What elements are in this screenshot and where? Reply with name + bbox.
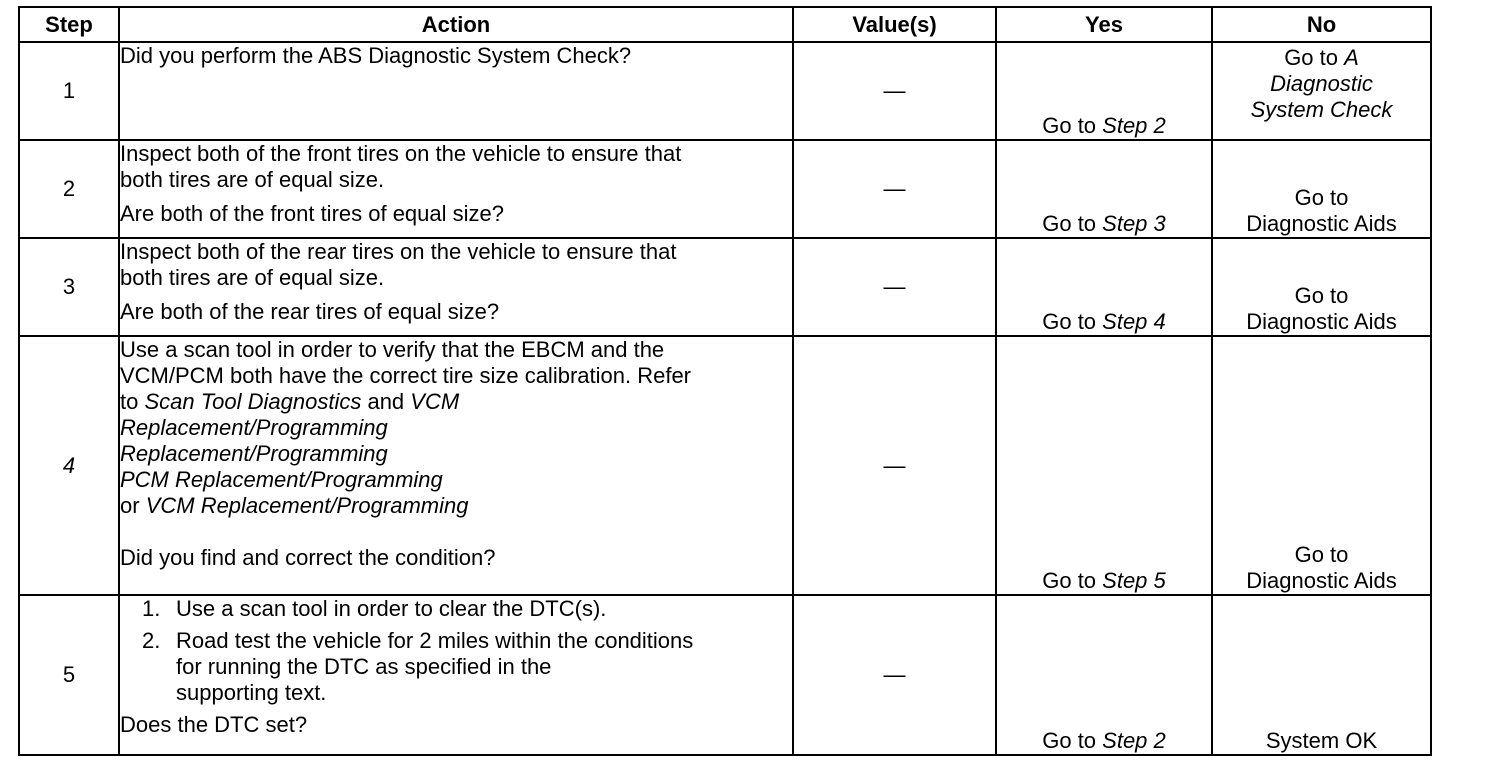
action-text: Use a scan tool in order to verify that the EBCM and the xyxy=(120,337,665,362)
step-number: 2 xyxy=(19,140,119,238)
action-text: VCM/PCM both have the correct tire size calibration. Refer xyxy=(120,363,692,388)
action-text: Inspect both of the rear tires on the vehicle to ensure that xyxy=(120,239,677,264)
table-row-step-2 xyxy=(19,140,1431,238)
no-prefix: Go to xyxy=(1284,45,1345,70)
value-cell: — xyxy=(793,595,996,755)
ref-pcm-replacement-programming: PCM Replacement/Programming xyxy=(120,467,443,492)
substep-text: Road test the vehicle for 2 miles within the conditions xyxy=(176,628,694,653)
substep-number: 2. xyxy=(142,628,161,653)
no-ref-a: A xyxy=(1344,45,1359,70)
ref-replacement-programming: Replacement/Programming xyxy=(120,415,388,440)
action-cell xyxy=(119,595,793,755)
action-text: Inspect both of the front tires on the vehicle to ensure that xyxy=(120,141,682,166)
yes-step-ref: Step 5 xyxy=(1102,568,1166,593)
table-row-step-4 xyxy=(19,336,1431,595)
action-question: Does the DTC set? xyxy=(120,712,308,737)
yes-step-ref: Step 3 xyxy=(1102,211,1166,236)
ref-scan-tool-diagnostics: Scan Tool Diagnostics xyxy=(144,389,362,414)
value-cell: — xyxy=(793,336,996,595)
step-number: 4 xyxy=(19,336,119,595)
no-cell xyxy=(1212,238,1431,336)
diagnostic-table xyxy=(18,6,1432,756)
action-text: and xyxy=(361,389,411,414)
header-yes: Yes xyxy=(996,7,1212,42)
yes-cell xyxy=(996,336,1212,595)
yes-step-ref: Step 2 xyxy=(1102,113,1166,138)
yes-prefix: Go to xyxy=(1042,728,1103,753)
no-cell xyxy=(1212,140,1431,238)
substep-text: for running the DTC as specified in the xyxy=(176,654,552,679)
substep-item xyxy=(142,628,792,706)
action-text: Did you perform the ABS Diagnostic System Check? xyxy=(120,43,632,68)
action-cell xyxy=(119,238,793,336)
action-text: to xyxy=(120,389,145,414)
header-row xyxy=(19,7,1431,42)
no-ref-system-check: System Check xyxy=(1250,97,1393,122)
substep-text: supporting text. xyxy=(176,680,327,705)
ref-vcm: VCM xyxy=(410,389,460,414)
yes-prefix: Go to xyxy=(1042,113,1103,138)
no-prefix: Go to xyxy=(1294,542,1349,567)
no-cell xyxy=(1212,336,1431,595)
header-action: Action xyxy=(119,7,793,42)
no-cell: System OK xyxy=(1212,595,1431,755)
action-question: Did you find and correct the condition? xyxy=(120,545,496,570)
yes-cell xyxy=(996,42,1212,140)
action-question: Are both of the rear tires of equal size? xyxy=(120,299,500,324)
action-cell xyxy=(119,140,793,238)
yes-prefix: Go to xyxy=(1042,309,1103,334)
step-number: 5 xyxy=(19,595,119,755)
value-cell: — xyxy=(793,42,996,140)
table-body xyxy=(19,42,1431,755)
header-no: No xyxy=(1212,7,1431,42)
ref-replacement-programming: Replacement/Programming xyxy=(120,441,388,466)
step-number: 3 xyxy=(19,238,119,336)
action-text: both tires are of equal size. xyxy=(120,265,385,290)
table-row-step-1 xyxy=(19,42,1431,140)
value-cell: — xyxy=(793,140,996,238)
step-number: 1 xyxy=(19,42,119,140)
substep-number: 1. xyxy=(142,596,161,621)
header-step: Step xyxy=(19,7,119,42)
table-header xyxy=(19,7,1431,42)
action-cell xyxy=(119,42,793,140)
table-row-step-3 xyxy=(19,238,1431,336)
yes-cell xyxy=(996,595,1212,755)
no-ref-diagnostic: Diagnostic xyxy=(1270,71,1373,96)
substep-item xyxy=(142,596,792,622)
no-prefix: Go to xyxy=(1294,185,1349,210)
no-ref: Diagnostic Aids xyxy=(1246,568,1397,593)
yes-step-ref: Step 2 xyxy=(1102,728,1166,753)
value-cell: — xyxy=(793,238,996,336)
yes-prefix: Go to xyxy=(1042,211,1103,236)
substep-text: Use a scan tool in order to clear the DTC(s). xyxy=(176,596,607,621)
yes-prefix: Go to xyxy=(1042,568,1103,593)
action-text: both tires are of equal size. xyxy=(120,167,385,192)
substep-list xyxy=(120,596,792,706)
yes-cell xyxy=(996,238,1212,336)
no-ref: Diagnostic Aids xyxy=(1246,211,1397,236)
no-cell xyxy=(1212,42,1431,140)
action-cell xyxy=(119,336,793,595)
action-text: or xyxy=(120,493,146,518)
no-ref: Diagnostic Aids xyxy=(1246,309,1397,334)
yes-cell xyxy=(996,140,1212,238)
ref-vcm-replacement-programming: VCM Replacement/Programming xyxy=(145,493,469,518)
action-question: Are both of the front tires of equal size? xyxy=(120,201,505,226)
header-values: Value(s) xyxy=(793,7,996,42)
no-prefix: Go to xyxy=(1294,283,1349,308)
yes-step-ref: Step 4 xyxy=(1102,309,1166,334)
table-row-step-5 xyxy=(19,595,1431,755)
